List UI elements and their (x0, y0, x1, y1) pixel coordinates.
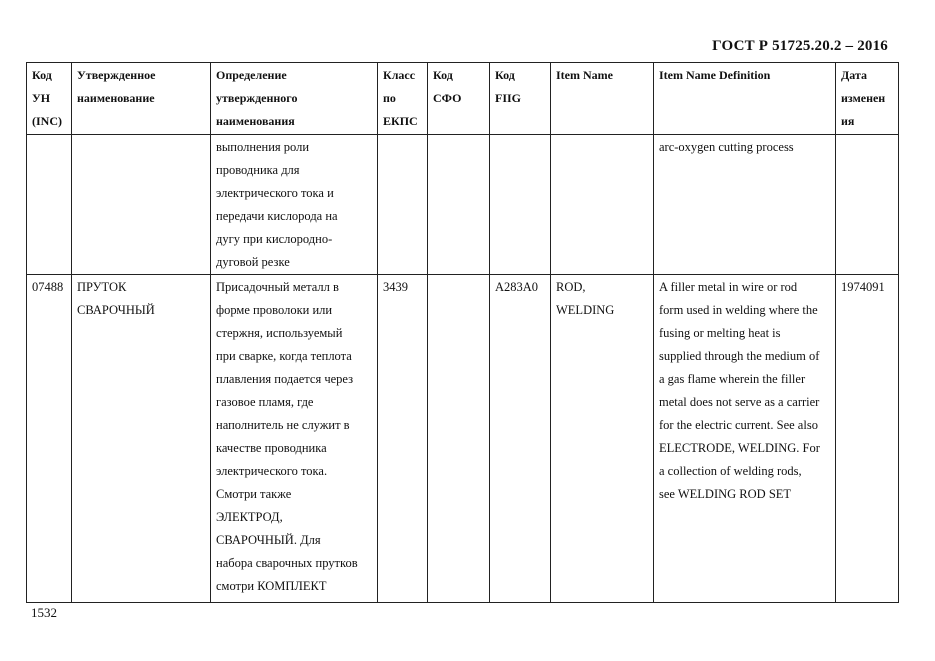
cell-inc: 07488 (27, 275, 72, 603)
column-header-ekps-class: Класс по ЕКПС (378, 63, 428, 135)
cell-item-name-definition: A filler metal in wire or rod form used in welding where the fusing or melting heat is supplied through the medium of a gas flame wherein the filler metal does not serve as a carrier for the electric current. See also ELECTRODE, WELDING. For a collection of welding rods, see WELDING ROD SET (654, 275, 836, 603)
catalog-table (26, 62, 899, 603)
column-header-item-name-definition: Item Name Definition (654, 63, 836, 135)
column-header-inc: Код УН (INC) (27, 63, 72, 135)
cell-ekps-class (378, 135, 428, 275)
column-header-definition: Определение утвержденного наименования (211, 63, 378, 135)
cell-inc (27, 135, 72, 275)
column-header-approved-name: Утвержденное наименование (72, 63, 211, 135)
table-row (27, 135, 899, 275)
table-header (27, 63, 899, 135)
cell-change-date (836, 135, 899, 275)
cell-item-name (551, 135, 654, 275)
cell-sfo-code (428, 275, 490, 603)
cell-ekps-class: 3439 (378, 275, 428, 603)
table-row (27, 275, 899, 603)
document-code: ГОСТ Р 51725.20.2 – 2016 (712, 38, 888, 54)
cell-definition: выполнения роли проводника для электрического тока и передачи кислорода на дугу при кислородно- дуговой резке (211, 135, 378, 275)
cell-definition: Присадочный металл в форме проволоки или стержня, используемый при сварке, когда теплота плавления подается через газовое пламя, где наполнитель не служит в качестве проводника электрического тока. Смотри также ЭЛЕКТРОД, СВАРОЧНЫЙ. Для набора сварочных прутков смотри КОМПЛЕКТ (211, 275, 378, 603)
page-number: 1532 (31, 605, 57, 620)
column-header-fiig-code: Код FIIG (490, 63, 551, 135)
column-header-change-date: Дата изменен ия (836, 63, 899, 135)
column-header-sfo-code: Код СФО (428, 63, 490, 135)
cell-fiig-code: A283A0 (490, 275, 551, 603)
cell-sfo-code (428, 135, 490, 275)
cell-item-name-definition: arc-oxygen cutting process (654, 135, 836, 275)
cell-item-name: ROD, WELDING (551, 275, 654, 603)
column-header-item-name: Item Name (551, 63, 654, 135)
cell-approved-name (72, 135, 211, 275)
cell-fiig-code (490, 135, 551, 275)
cell-approved-name: ПРУТОК СВАРОЧНЫЙ (72, 275, 211, 603)
cell-change-date: 1974091 (836, 275, 899, 603)
